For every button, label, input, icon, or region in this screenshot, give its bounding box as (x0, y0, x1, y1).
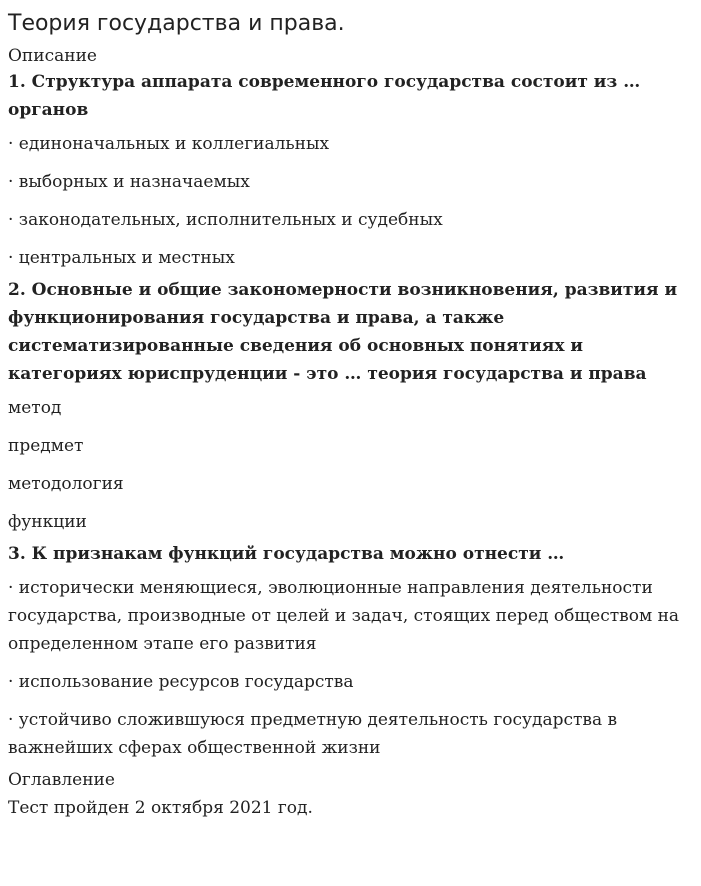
question-2 (8, 276, 688, 536)
answer-option: методология (8, 474, 124, 494)
answer-option: функции (8, 512, 87, 532)
answer-option: · исторически меняющиеся, эволюционные направления деятельности государства, производные от целей и задач, стоящих перед обществом на определенном этапе его развития (8, 578, 680, 654)
page-title: Теория государства и права. (8, 11, 345, 36)
document-page (8, 8, 688, 822)
answer-option: метод (8, 398, 62, 418)
test-passed-note: Тест пройден 2 октября 2021 год. (8, 798, 313, 818)
answer-option: предмет (8, 436, 84, 456)
answer-option: · центральных и местных (8, 248, 235, 268)
question-text: 2. Основные и общие закономерности возникновения, развития и функционирования государства и права, а также систематизированные сведения об основных понятиях и категориях юриспруденции - это … теория государства и права (8, 280, 678, 384)
answer-option: · устойчиво сложившуюся предметную деятельность государства в важнейших сферах общественной жизни (8, 710, 618, 758)
answer-option: · выборных и назначаемых (8, 172, 250, 192)
question-1 (8, 68, 688, 272)
question-text: 1. Структура аппарата современного государства состоит из … органов (8, 72, 641, 120)
answer-option: · единоначальных и коллегиальных (8, 134, 330, 154)
contents-label: Оглавление (8, 770, 115, 790)
question-text: 3. К признакам функций государства можно отнести … (8, 544, 565, 564)
question-3 (8, 540, 688, 762)
answer-option: · законодательных, исполнительных и судебных (8, 210, 443, 230)
description-label: Описание (8, 46, 97, 66)
answer-option: · использование ресурсов государства (8, 672, 354, 692)
